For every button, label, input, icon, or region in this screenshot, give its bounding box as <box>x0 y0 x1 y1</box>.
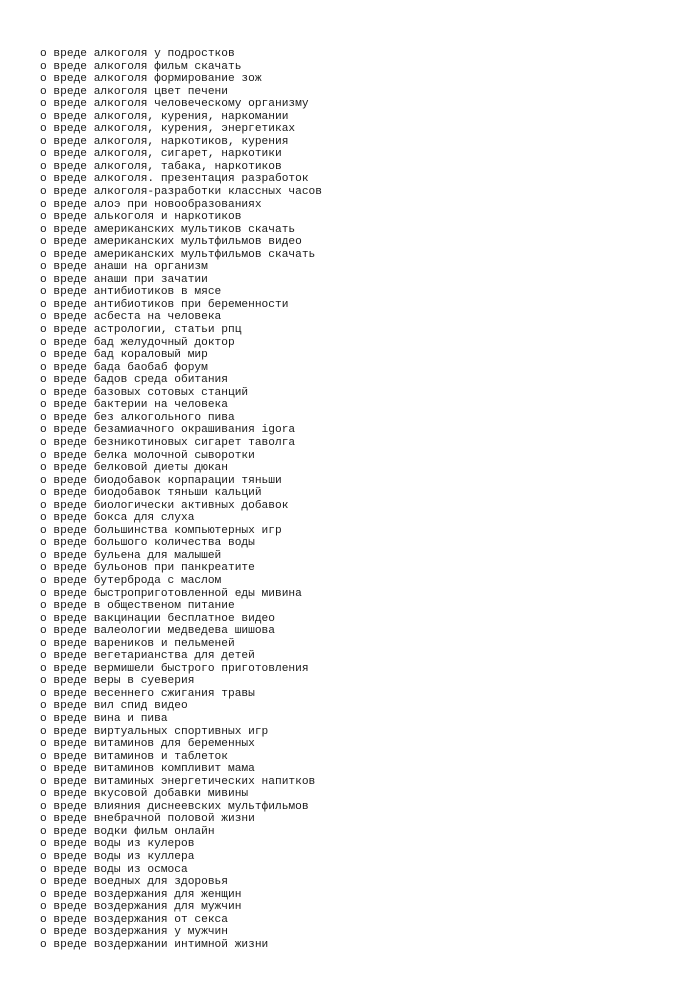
list-item: o вреде воздержания для женщин <box>40 888 242 901</box>
list-item: o вреде алкоголя цвет печени <box>40 85 228 98</box>
list-item: o вреде вареников и пельменей <box>40 637 235 650</box>
list-item: o вреде вегетарианства для детей <box>40 650 255 663</box>
list-item: o вреде алкоголя. презентация разработок <box>40 173 309 186</box>
list-item: o вреде асбеста на человека <box>40 311 222 324</box>
list-item: o вреде алкоголя, табака, наркотиков <box>40 160 282 173</box>
list-item: o вреде алькоголя и наркотиков <box>40 211 242 224</box>
list-item: o вреде бад кораловый мир <box>40 349 208 362</box>
list-item: o вреде быстроприготовленной еды мивина <box>40 587 302 600</box>
list-item: o вреде без алкогольного пива <box>40 411 235 424</box>
list-item: o вреде американских мультфильмов скачать <box>40 248 316 261</box>
list-item: o вреде биодобавок тяньши кальций <box>40 487 262 500</box>
list-item: o вреде воздержания у мужчин <box>40 926 228 939</box>
search-phrase-list <box>40 48 680 951</box>
list-item: o вреде витаминых энергетических напитков <box>40 775 316 788</box>
list-item: o вреде американских мультфильмов видео <box>40 236 302 249</box>
list-item: o вреде безникотиновых сигарет таволга <box>40 436 296 449</box>
list-item: o вреде воды из кулеров <box>40 838 195 851</box>
list-item: o вреде алоэ при новообразованиях <box>40 198 262 211</box>
list-item: o вреде биодобавок корпарации тяньши <box>40 474 282 487</box>
list-item: o вреде алкоголя формирование зож <box>40 73 262 86</box>
list-item: o вреде бада баобаб форум <box>40 361 208 374</box>
list-item: o вреде веры в суеверия <box>40 675 195 688</box>
list-item: o вреде американских мультиков скачать <box>40 223 296 236</box>
list-item: o вреде бульена для малышей <box>40 549 222 562</box>
list-item: o вреде весеннего сжигания травы <box>40 687 255 700</box>
list-item: o вреде вил спид видео <box>40 700 188 713</box>
list-item: o вреде виртуальных спортивных игр <box>40 725 269 738</box>
list-item: o вреде валеологии медведева шишова <box>40 625 275 638</box>
list-item: o вреде водки фильм онлайн <box>40 825 215 838</box>
list-item: o вреде астрологии, статьи рпц <box>40 324 242 337</box>
list-item: o вреде бульонов при панкреатите <box>40 562 255 575</box>
list-item: o вреде алкоголя, наркотиков, курения <box>40 135 289 148</box>
list-item: o вреде алкоголя, курения, энергетиках <box>40 123 296 136</box>
list-item: o вреде большинства компьютерных игр <box>40 524 282 537</box>
list-item: o вреде витаминов для беременных <box>40 738 255 751</box>
list-item: o вреде вина и пива <box>40 712 168 725</box>
list-item: o вреде алкоголя, сигарет, наркотики <box>40 148 282 161</box>
list-item: o вреде внебрачной половой жизни <box>40 813 255 826</box>
list-item: o вреде воды из осмоса <box>40 863 188 876</box>
list-item: o вреде антибиотиков в мясе <box>40 286 222 299</box>
list-item: o вреде воедных для здоровья <box>40 876 228 889</box>
list-item: o вреде большого количества воды <box>40 537 255 550</box>
list-item: o вреде белка молочной сыворотки <box>40 449 255 462</box>
list-item: o вреде анаши на организм <box>40 261 208 274</box>
document-page <box>40 48 680 951</box>
list-item: o вреде алкоголя-разработки классных часов <box>40 186 322 199</box>
list-item: o вреде бактерии на человека <box>40 399 228 412</box>
list-item: o вреде бадов среда обитания <box>40 374 228 387</box>
list-item: o вреде биологически активных добавок <box>40 499 289 512</box>
list-item: o вреде бокса для слуха <box>40 512 195 525</box>
list-item: o вреде влияния диснеевских мультфильмов <box>40 800 309 813</box>
list-item: o вреде витаминов и таблеток <box>40 750 228 763</box>
list-item: o вреде воздержании интимной жизни <box>40 938 269 951</box>
list-item: o вреде в общественом питание <box>40 600 235 613</box>
list-item: o вреде антибиотиков при беременности <box>40 298 289 311</box>
list-item: o вреде вакцинации бесплатное видео <box>40 612 275 625</box>
list-item: o вреде бутерброда с маслом <box>40 574 222 587</box>
list-item: o вреде алкоголя фильм скачать <box>40 60 242 73</box>
list-item: o вреде вермишели быстрого приготовления <box>40 662 309 675</box>
list-item: o вреде воздержания для мужчин <box>40 901 242 914</box>
list-item: o вреде безамиачного окрашивания igora <box>40 424 296 437</box>
list-item: o вреде витаминов компливит мама <box>40 763 255 776</box>
list-item: o вреде воды из куллера <box>40 851 195 863</box>
list-item: o вреде базовых сотовых станций <box>40 386 249 399</box>
list-item: o вреде алкоголя человеческому организму <box>40 98 309 111</box>
list-item: o вреде алкоголя, курения, наркомании <box>40 110 289 123</box>
list-item: o вреде алкоголя у подростков <box>40 48 235 60</box>
list-item: o вреде анаши при зачатии <box>40 273 208 286</box>
list-item: o вреде вкусовой добавки мивины <box>40 788 249 801</box>
list-item: o вреде белковой диеты дюкан <box>40 462 228 475</box>
list-item: o вреде воздержания от секса <box>40 913 228 926</box>
list-item: o вреде бад желудочный доктор <box>40 336 235 349</box>
